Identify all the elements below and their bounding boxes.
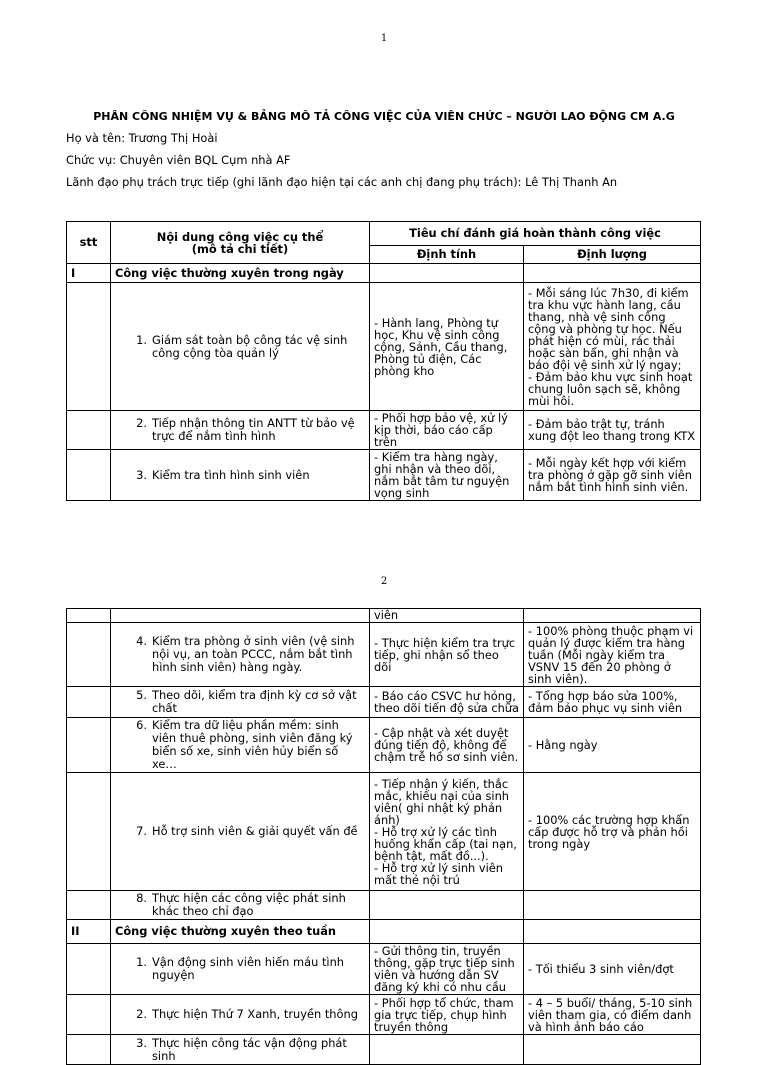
section-label: Công việc thường xuyên theo tuần: [111, 920, 370, 944]
table-row: [67, 1035, 701, 1065]
section-number: II: [67, 920, 111, 944]
row-stt: [67, 891, 111, 920]
carry-over-text: viên: [370, 609, 524, 623]
row-stt: [67, 718, 111, 773]
table-row: [67, 718, 701, 773]
task-text: Theo dõi, kiểm tra định kỳ cơ sở vật chất: [152, 688, 357, 715]
task-number: 8.: [136, 891, 147, 905]
qualitative-criteria: [370, 1035, 524, 1065]
row-stt: [67, 995, 111, 1035]
row-stt: [67, 283, 111, 411]
task-description: [111, 450, 370, 501]
task-text: Vận động sinh viên hiến máu tình nguyện: [152, 955, 345, 982]
employee-position: Chức vụ: Chuyên viên BQL Cụm nhà AF: [66, 153, 291, 167]
quantitative-criteria: - Tối thiểu 3 sinh viên/đợt: [524, 944, 701, 995]
quantitative-criteria: - Hằng ngày: [524, 718, 701, 773]
task-text: Kiểm tra tình hình sinh viên: [152, 467, 310, 482]
table-row: [67, 891, 701, 920]
table-row: [67, 944, 701, 995]
task-description: [111, 623, 370, 687]
task-description: [111, 1035, 370, 1065]
row-stt: [67, 450, 111, 501]
task-number: 1.: [136, 332, 147, 347]
task-text: Thực hiện các công việc phát sinh khác theo chỉ đạo: [152, 891, 346, 918]
table-row: [67, 687, 701, 718]
table-row: [67, 411, 701, 450]
qualitative-criteria: - Tiếp nhận ý kiến, thắc mắc, khiếu nại của sinh viên( ghi nhật ký phản ánh) - Hỗ trợ xử lý các tình huống khẩn cấp (tai nạn, bệnh tật, mất đồ...). - Hỗ trợ xử lý sinh viên mất thẻ nội trú: [370, 773, 524, 891]
task-description: [111, 718, 370, 773]
qualitative-criteria: - Phối hợp bảo vệ, xử lý kịp thời, báo cáo cấp trên: [370, 411, 524, 450]
qualitative-criteria: - Phối hợp tổ chức, tham gia trực tiếp, chụp hình truyền thông: [370, 995, 524, 1035]
quantitative-criteria: - Mỗi sáng lúc 7h30, đi kiểm tra khu vực hành lang, cầu thang, nhà vệ sinh công cộng và phòng tự học. Nếu phát hiện có mùi, rác thải hoặc sàn bẩn, ghi nhận và báo đội vệ sinh xử lý ngay; - Đảm bảo khu vực sinh hoạt chung luôn sạch sẽ, không mùi hôi.: [524, 283, 701, 411]
task-table-page1: [66, 221, 701, 501]
task-text: Kiểm tra phòng ở sinh viên (vệ sinh nội vụ, an toàn PCCC, nắm bắt tình hình sinh viên) hàng ngày.: [152, 634, 355, 674]
table-row: [67, 995, 701, 1035]
quantitative-criteria: - Đảm bảo trật tự, tránh xung đột leo thang trong KTX: [524, 411, 701, 450]
document-title: PHÂN CÔNG NHIỆM VỤ & BẢNG MÔ TẢ CÔNG VIỆC CỦA VIÊN CHỨC – NGƯỜI LAO ĐỘNG CM A.G: [93, 110, 675, 123]
quantitative-criteria: - Tổng hợp báo sửa 100%, đảm bảo phục vụ sinh viên: [524, 687, 701, 718]
quantitative-criteria: [524, 891, 701, 920]
quantitative-criteria: - 4 – 5 buổi/ tháng, 5-10 sinh viên tham gia, có điểm danh và hình ảnh báo cáo: [524, 995, 701, 1035]
task-number: 2.: [136, 1007, 147, 1021]
table-row: [67, 609, 701, 623]
task-description: [111, 283, 370, 411]
section-row: [67, 264, 701, 283]
quantitative-criteria: - 100% các trường hợp khẩn cấp được hỗ trợ và phản hồi trong ngày: [524, 773, 701, 891]
task-number: 4.: [136, 634, 147, 648]
header-qualitative: Định tính: [370, 246, 524, 264]
qualitative-criteria: - Thực hiện kiểm tra trực tiếp, ghi nhận sổ theo dõi: [370, 623, 524, 687]
section-row: [67, 920, 701, 944]
task-description: [111, 687, 370, 718]
qualitative-criteria: - Cập nhật và xét duyệt đúng tiến độ, không để chậm trễ hồ sơ sinh viên.: [370, 718, 524, 773]
qualitative-criteria: - Gửi thông tin, truyền thông, gặp trực tiếp sinh viên và hướng dẫn SV đăng ký khi có nhu cầu: [370, 944, 524, 995]
header-criteria: Tiêu chí đánh giá hoàn thành công việc: [370, 222, 701, 246]
task-text: Giám sát toàn bộ công tác vệ sinh công cộng tòa quản lý: [152, 332, 348, 360]
row-stt: [67, 1035, 111, 1065]
task-description: [111, 891, 370, 920]
employee-name: Họ và tên: Trương Thị Hoài: [66, 131, 218, 145]
quantitative-criteria: - Mỗi ngày kết hợp với kiểm tra phòng ở gặp gỡ sinh viên nắm bắt tình hình sinh viên.: [524, 450, 701, 501]
task-description: [111, 411, 370, 450]
task-number: 7.: [136, 824, 147, 838]
header-content: Nội dung công việc cụ thể (mô tả chi tiết): [111, 222, 370, 264]
header-stt: stt: [67, 222, 111, 264]
task-text: Thực hiện Thứ 7 Xanh, truyền thông: [152, 1007, 358, 1021]
qualitative-criteria: - Hành lang, Phòng tự học, Khu vệ sinh công cộng, Sảnh, Cầu thang, Phòng tủ điện, Các phòng kho: [370, 283, 524, 411]
task-text: Thực hiện công tác vận động phát sinh: [152, 1035, 347, 1063]
table-row: [67, 773, 701, 891]
task-description: [111, 944, 370, 995]
task-number: 3.: [136, 467, 147, 482]
row-stt: [67, 944, 111, 995]
section-label: Công việc thường xuyên trong ngày: [111, 264, 370, 283]
direct-leader: Lãnh đạo phụ trách trực tiếp (ghi lãnh đạo hiện tại các anh chị đang phụ trách): Lê Thị Thanh An: [66, 175, 618, 189]
row-stt: [67, 411, 111, 450]
task-table-page2: [66, 608, 701, 1065]
task-number: 2.: [136, 416, 147, 430]
task-number: 1.: [136, 955, 147, 969]
page-number: 1: [380, 33, 388, 44]
task-number: 3.: [136, 1035, 147, 1050]
row-stt: [67, 687, 111, 718]
qualitative-criteria: - Báo cáo CSVC hư hỏng, theo dõi tiến độ sửa chữa: [370, 687, 524, 718]
table-row: [67, 623, 701, 687]
section-number: I: [67, 264, 111, 283]
header-quantitative: Định lượng: [524, 246, 701, 264]
task-description: [111, 773, 370, 891]
qualitative-criteria: - Kiểm tra hàng ngày, ghi nhận và theo dõi, nắm bắt tâm tư nguyện vọng sinh: [370, 450, 524, 501]
row-stt: [67, 623, 111, 687]
task-description: [111, 995, 370, 1035]
table-row: [67, 450, 701, 501]
qualitative-criteria: [370, 891, 524, 920]
task-number: 5.: [136, 688, 147, 702]
table-row: [67, 283, 701, 411]
task-number: 6.: [136, 718, 147, 732]
task-text: Kiểm tra dữ liệu phần mềm: sinh viên thuê phòng, sinh viên đăng ký biển số xe, sinh viên hủy biển số xe…: [152, 718, 353, 771]
task-text: Hỗ trợ sinh viên & giải quyết vấn đề: [152, 824, 358, 838]
row-stt: [67, 773, 111, 891]
task-text: Tiếp nhận thông tin ANTT từ bảo vệ trực để nắm tình hình: [152, 416, 355, 443]
quantitative-criteria: [524, 1035, 701, 1065]
quantitative-criteria: - 100% phòng thuộc phạm vi quản lý được kiểm tra hàng tuần (Mỗi ngày kiểm tra VSNV 15 đến 20 phòng ở sinh viên).: [524, 623, 701, 687]
page-number: 2: [380, 576, 388, 587]
